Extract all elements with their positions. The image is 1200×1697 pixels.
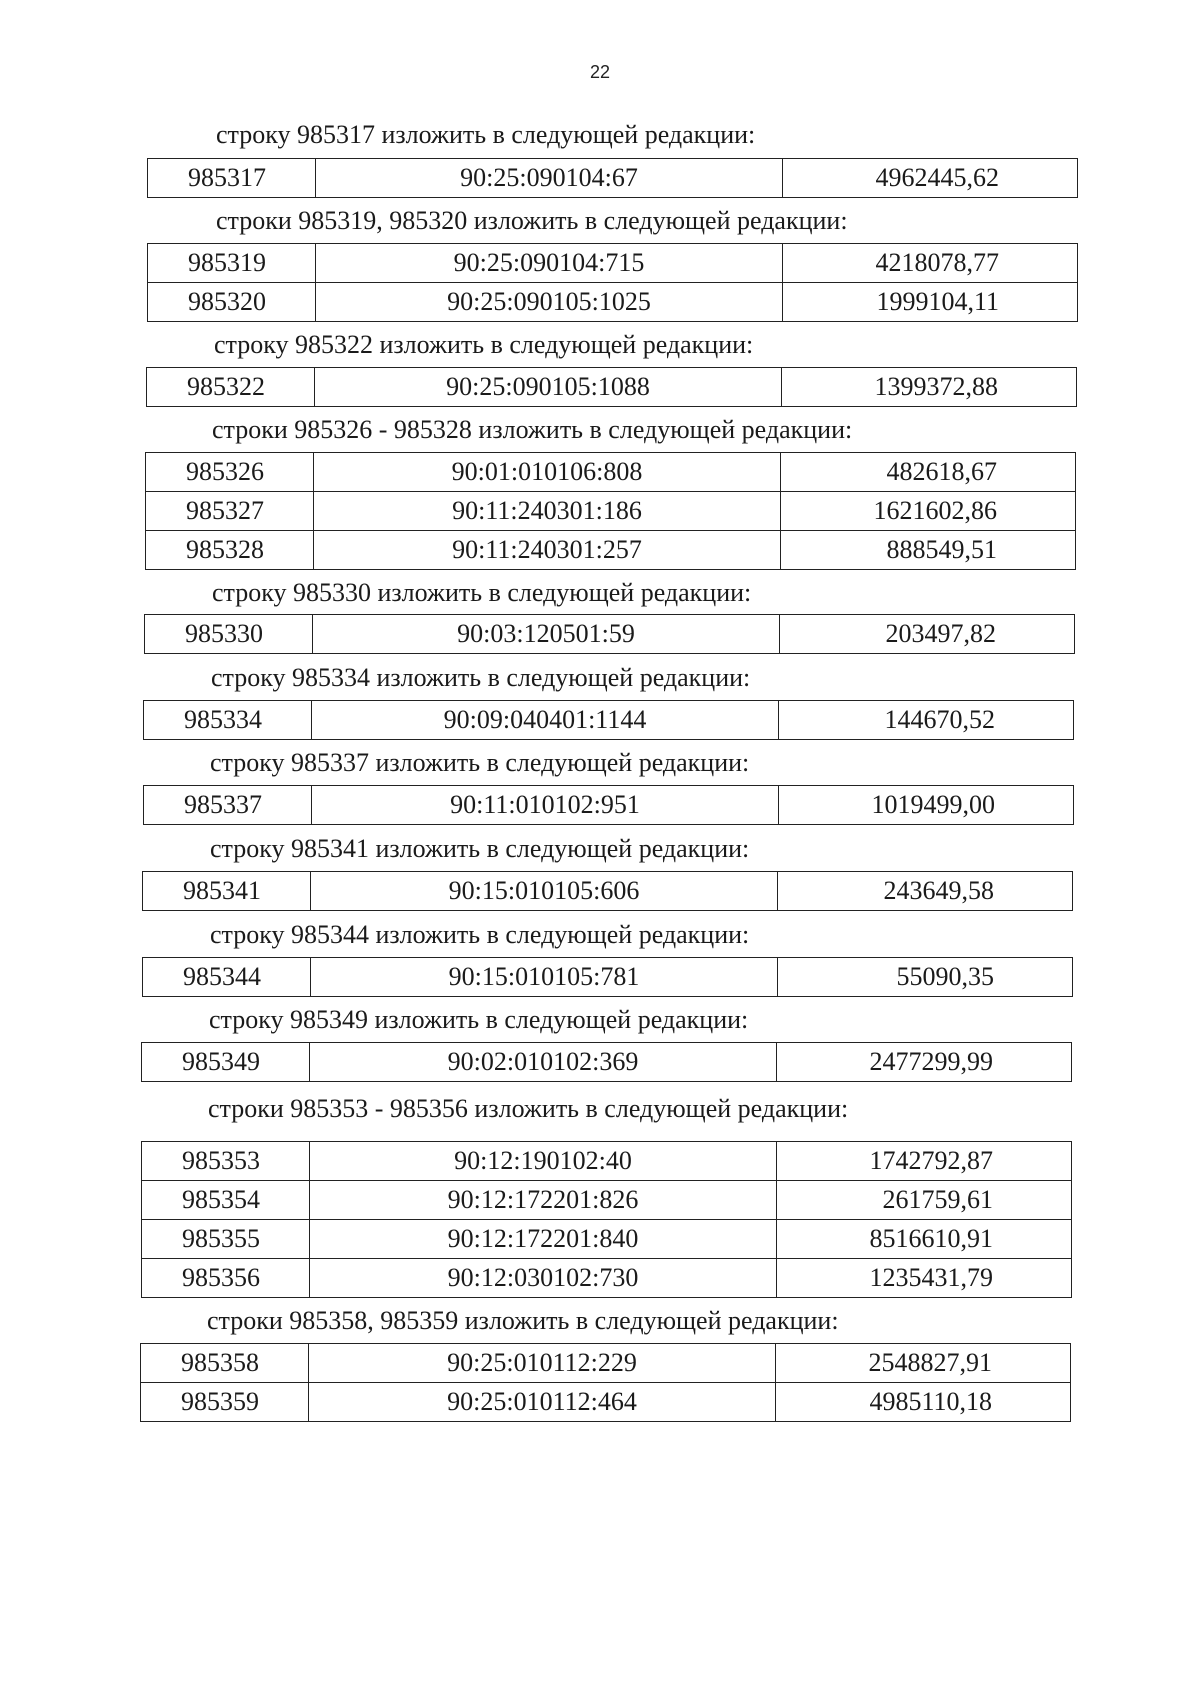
cadastral-number-cell: 90:25:010112:464 [309, 1383, 776, 1422]
amendment-table [147, 158, 1078, 198]
cadastral-number-cell: 90:03:120501:59 [313, 615, 780, 654]
cadastral-value-cell: 2548827,91 [776, 1344, 1071, 1383]
row-number-cell: 985359 [141, 1383, 309, 1422]
row-number-cell: 985330 [145, 615, 313, 654]
cadastral-value-cell: 1399372,88 [782, 368, 1077, 407]
section-caption: строку 985349 изложить в следующей редакции: [209, 1005, 749, 1034]
amendment-table [143, 700, 1074, 740]
table-row [143, 872, 1073, 911]
table-row [143, 958, 1073, 997]
table-row [142, 1220, 1072, 1259]
table-row [145, 615, 1075, 654]
row-number-cell: 985337 [144, 786, 312, 825]
section-caption: строку 985341 изложить в следующей редакции: [210, 834, 750, 863]
section-caption: строку 985317 изложить в следующей редакции: [216, 120, 756, 149]
row-number-cell: 985322 [147, 368, 315, 407]
table-row [142, 1142, 1072, 1181]
cadastral-number-cell: 90:09:040401:1144 [312, 701, 779, 740]
amendment-table [146, 367, 1077, 407]
table-row [146, 531, 1076, 570]
table-row [141, 1344, 1071, 1383]
cadastral-value-cell: 4218078,77 [783, 244, 1078, 283]
cadastral-number-cell: 90:15:010105:606 [311, 872, 778, 911]
section-caption: строку 985330 изложить в следующей редакции: [212, 578, 752, 607]
cadastral-value-cell: 8516610,91 [777, 1220, 1072, 1259]
amendment-table [141, 1042, 1072, 1082]
table-row [148, 244, 1078, 283]
cadastral-value-cell: 4985110,18 [776, 1383, 1071, 1422]
cadastral-value-cell: 144670,52 [779, 701, 1074, 740]
amendment-table [140, 1343, 1071, 1422]
cadastral-value-cell: 1621602,86 [781, 492, 1076, 531]
cadastral-number-cell: 90:25:010112:229 [309, 1344, 776, 1383]
table-row [148, 159, 1078, 198]
cadastral-value-cell: 4962445,62 [783, 159, 1078, 198]
cadastral-number-cell: 90:02:010102:369 [310, 1043, 777, 1082]
section-caption: строки 985353 - 985356 изложить в следующей редакции: [208, 1094, 849, 1123]
section-caption: строки 985326 - 985328 изложить в следующей редакции: [212, 415, 853, 444]
table-row [147, 368, 1077, 407]
cadastral-value-cell: 1235431,79 [777, 1259, 1072, 1298]
cadastral-value-cell: 55090,35 [778, 958, 1073, 997]
cadastral-number-cell: 90:25:090104:715 [316, 244, 783, 283]
cadastral-value-cell: 2477299,99 [777, 1043, 1072, 1082]
cadastral-number-cell: 90:12:190102:40 [310, 1142, 777, 1181]
cadastral-value-cell: 482618,67 [781, 453, 1076, 492]
amendment-table [144, 614, 1075, 654]
section-caption: строку 985337 изложить в следующей редакции: [210, 748, 750, 777]
table-row [142, 1043, 1072, 1082]
cadastral-number-cell: 90:11:240301:186 [314, 492, 781, 531]
cadastral-value-cell: 1742792,87 [777, 1142, 1072, 1181]
amendment-table [145, 452, 1076, 570]
table-row [142, 1181, 1072, 1220]
row-number-cell: 985319 [148, 244, 316, 283]
amendment-table [147, 243, 1078, 322]
row-number-cell: 985349 [142, 1043, 310, 1082]
cadastral-value-cell: 1999104,11 [783, 283, 1078, 322]
row-number-cell: 985334 [144, 701, 312, 740]
section-caption: строки 985358, 985359 изложить в следующей редакции: [207, 1306, 839, 1335]
cadastral-number-cell: 90:15:010105:781 [311, 958, 778, 997]
table-row [146, 492, 1076, 531]
amendment-table [142, 871, 1073, 911]
row-number-cell: 985327 [146, 492, 314, 531]
cadastral-number-cell: 90:12:172201:826 [310, 1181, 777, 1220]
cadastral-value-cell: 1019499,00 [779, 786, 1074, 825]
table-row [148, 283, 1078, 322]
page-number: 22 [589, 62, 611, 82]
row-number-cell: 985326 [146, 453, 314, 492]
cadastral-number-cell: 90:25:090105:1088 [315, 368, 782, 407]
cadastral-value-cell: 888549,51 [781, 531, 1076, 570]
cadastral-number-cell: 90:01:010106:808 [314, 453, 781, 492]
row-number-cell: 985358 [141, 1344, 309, 1383]
table-row [141, 1383, 1071, 1422]
section-caption: строки 985319, 985320 изложить в следующей редакции: [216, 206, 848, 235]
cadastral-number-cell: 90:11:240301:257 [314, 531, 781, 570]
cadastral-value-cell: 243649,58 [778, 872, 1073, 911]
row-number-cell: 985317 [148, 159, 316, 198]
row-number-cell: 985354 [142, 1181, 310, 1220]
table-row [144, 786, 1074, 825]
row-number-cell: 985356 [142, 1259, 310, 1298]
section-caption: строку 985334 изложить в следующей редакции: [211, 663, 751, 692]
table-row [142, 1259, 1072, 1298]
cadastral-number-cell: 90:11:010102:951 [312, 786, 779, 825]
row-number-cell: 985328 [146, 531, 314, 570]
table-row [144, 701, 1074, 740]
amendment-table [141, 1141, 1072, 1298]
row-number-cell: 985355 [142, 1220, 310, 1259]
amendment-table [142, 957, 1073, 997]
row-number-cell: 985341 [143, 872, 311, 911]
cadastral-number-cell: 90:12:030102:730 [310, 1259, 777, 1298]
table-row [146, 453, 1076, 492]
cadastral-number-cell: 90:12:172201:840 [310, 1220, 777, 1259]
amendment-table [143, 785, 1074, 825]
cadastral-value-cell: 261759,61 [777, 1181, 1072, 1220]
section-caption: строку 985322 изложить в следующей редакции: [214, 330, 754, 359]
cadastral-number-cell: 90:25:090104:67 [316, 159, 783, 198]
cadastral-value-cell: 203497,82 [780, 615, 1075, 654]
row-number-cell: 985344 [143, 958, 311, 997]
section-caption: строку 985344 изложить в следующей редакции: [210, 920, 750, 949]
row-number-cell: 985353 [142, 1142, 310, 1181]
cadastral-number-cell: 90:25:090105:1025 [316, 283, 783, 322]
row-number-cell: 985320 [148, 283, 316, 322]
